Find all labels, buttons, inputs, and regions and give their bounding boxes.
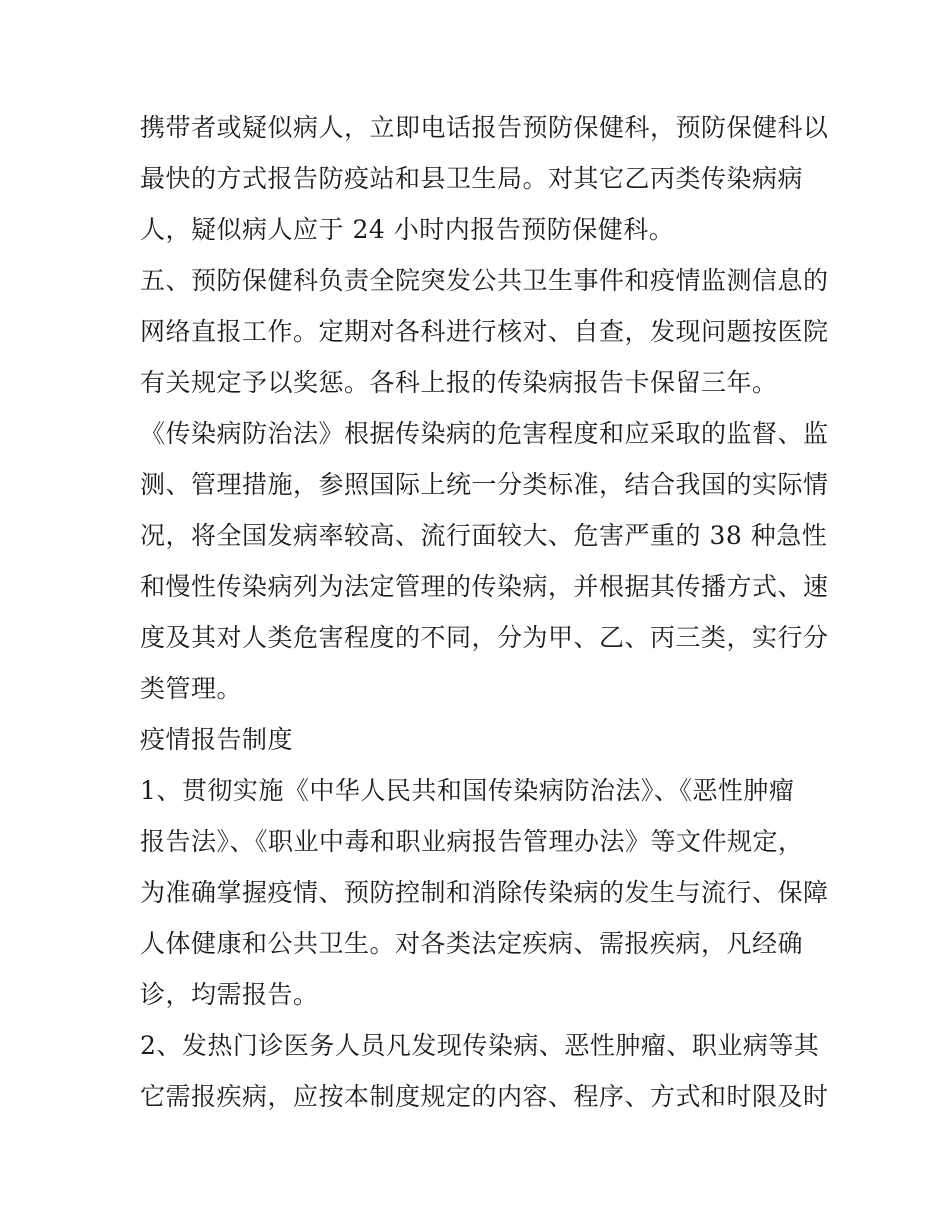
text-line: 诊，均需报告。 bbox=[140, 980, 319, 1009]
document-body bbox=[140, 102, 829, 1122]
text-line: 人体健康和公共卫生。对各类法定疾病、需报疾病，凡经确 bbox=[140, 929, 804, 958]
text-line: 类管理。 bbox=[140, 674, 243, 703]
text-line: 最快的方式报告防疫站和县卫生局。对其它乙丙类传染病病 bbox=[140, 164, 804, 193]
text-line: 报告法》、《职业中毒和职业病报告管理办法》等文件规定， bbox=[140, 827, 804, 856]
text-line: 为准确掌握疫情、预防控制和消除传染病的发生与流行、保障 bbox=[140, 878, 829, 907]
text-line: 《传染病防治法》根据传染病的危害程度和应采取的监督、监 bbox=[140, 419, 829, 448]
text-line: 携带者或疑似病人，立即电话报告预防保健科，预防保健科以 bbox=[140, 113, 829, 142]
section-heading: 疫情报告制度 bbox=[140, 725, 294, 754]
text-line: 1、贯彻实施《中华人民共和国传染病防治法》、《恶性肿瘤 bbox=[140, 776, 795, 805]
text-line: 2、发热门诊医务人员凡发现传染病、恶性肿瘤、职业病等其 bbox=[140, 1031, 820, 1060]
text-line: 测、管理措施，参照国际上统一分类标准，结合我国的实际情 bbox=[140, 470, 829, 499]
text-line: 度及其对人类危害程度的不同，分为甲、乙、丙三类，实行分 bbox=[140, 623, 829, 652]
text-line: 人，疑似病人应于 24 小时内报告预防保健科。 bbox=[140, 215, 675, 244]
text-line: 况，将全国发病率较高、流行面较大、危害严重的 38 种急性 bbox=[140, 521, 828, 550]
text-line: 和慢性传染病列为法定管理的传染病，并根据其传播方式、速 bbox=[140, 572, 829, 601]
text-line: 它需报疾病，应按本制度规定的内容、程序、方式和时限及时 bbox=[140, 1082, 829, 1111]
text-line: 网络直报工作。定期对各科进行核对、自查，发现问题按医院 bbox=[140, 317, 829, 346]
text-line: 五、预防保健科负责全院突发公共卫生事件和疫情监测信息的 bbox=[140, 266, 829, 295]
text-line: 有关规定予以奖惩。各科上报的传染病报告卡保留三年。 bbox=[140, 368, 778, 397]
